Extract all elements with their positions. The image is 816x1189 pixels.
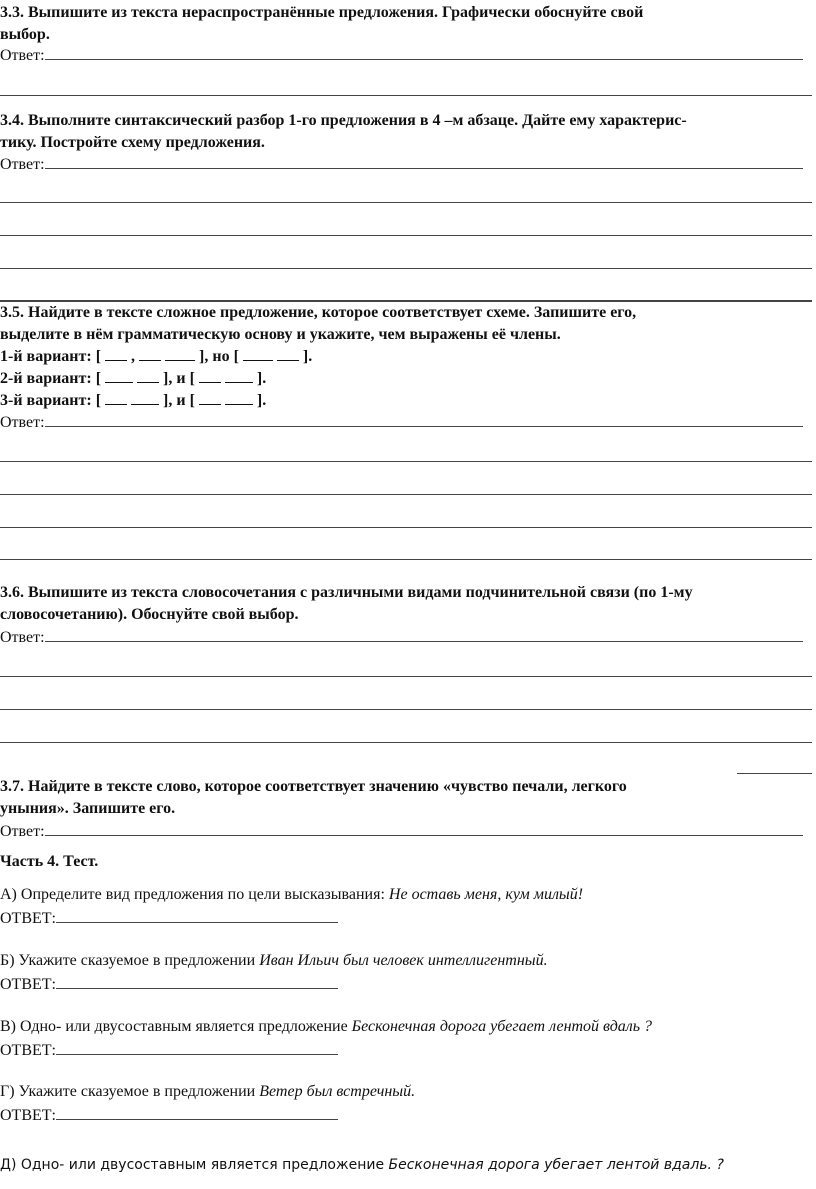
answer-label: Ответ: — [0, 629, 45, 646]
answer-label: ОТВЕТ: — [0, 1107, 56, 1124]
part-4-title: Часть 4. Тест. — [0, 853, 99, 870]
answer-line[interactable] — [45, 819, 803, 836]
answer-line[interactable] — [0, 95, 812, 96]
answer-line[interactable] — [0, 461, 812, 462]
answer-line[interactable] — [0, 202, 812, 203]
section-3-5-title-line2: выделите в нём грамматическую основу и укажите, чем выражены её члены. — [0, 326, 561, 343]
answer-line[interactable] — [0, 742, 812, 743]
answer-label: ОТВЕТ: — [0, 910, 56, 927]
answer-line[interactable] — [45, 43, 803, 60]
answer-line[interactable] — [0, 559, 812, 560]
answer-label: Ответ: — [0, 156, 45, 173]
answer-label: Ответ: — [0, 414, 45, 431]
section-3-3-answer — [0, 43, 803, 67]
answer-line[interactable] — [0, 268, 812, 269]
answer-line[interactable] — [56, 972, 338, 989]
answer-line[interactable] — [0, 494, 812, 495]
answer-line-end — [737, 773, 812, 774]
answer-line[interactable] — [0, 235, 812, 236]
section-3-7-answer — [0, 819, 803, 843]
answer-line[interactable] — [0, 676, 812, 677]
section-3-4-title-line1: 3.4. Выполните синтаксический разбор 1-го предложения в 4 –м абзаце. Дайте ему характерис- — [0, 112, 687, 129]
answer-line[interactable] — [0, 709, 812, 710]
test-answer-b — [0, 972, 338, 996]
answer-label: ОТВЕТ: — [0, 1042, 56, 1059]
scheme-variant-1: 1-й вариант: [ , ], но [ ]. — [0, 348, 313, 365]
test-question-b: Б) Укажите сказуемое в предложении Иван Ильич был человек интеллигентный. — [0, 952, 548, 969]
test-question-d: Г) Укажите сказуемое в предложении Ветер был встречный. — [0, 1083, 416, 1100]
section-3-4-title-line2: тику. Постройте схему предложения. — [0, 134, 265, 151]
answer-line[interactable] — [45, 152, 803, 169]
answer-line[interactable] — [45, 410, 803, 427]
answer-label: ОТВЕТ: — [0, 976, 56, 993]
answer-line[interactable] — [56, 1038, 338, 1055]
section-3-6-title-line2: словосочетанию). Обоснуйте свой выбор. — [0, 606, 299, 623]
section-3-6-title-line1: 3.6. Выпишите из текста словосочетания с различными видами подчинительной связи (по 1-му — [0, 584, 693, 601]
answer-line[interactable] — [56, 906, 338, 923]
section-3-7-title-line2: уныния». Запишите его. — [0, 800, 176, 817]
test-answer-a — [0, 906, 338, 930]
answer-line[interactable] — [56, 1103, 338, 1120]
answer-label: Ответ: — [0, 47, 45, 64]
answer-label: Ответ: — [0, 823, 45, 840]
answer-line[interactable] — [45, 625, 803, 642]
test-question-a: А) Определите вид предложения по цели высказывания: Не оставь меня, кум милый! — [0, 886, 584, 903]
section-3-5-title-line1: 3.5. Найдите в тексте сложное предложение, которое соответствует схеме. Запишите его, — [0, 304, 637, 321]
test-answer-c — [0, 1038, 338, 1062]
section-3-3-title-line1: 3.3. Выпишите из текста нераспространённые предложения. Графически обоснуйте свой — [0, 4, 644, 21]
test-question-c: В) Одно- или двусоставным является предложение Бесконечная дорога убегает лентой вдаль ? — [0, 1018, 653, 1035]
section-3-3-title-line2: выбор. — [0, 26, 50, 43]
section-3-6-answer — [0, 625, 803, 649]
test-question-e: Д) Одно- или двусоставным является предложение Бесконечная дорога убегает лентой вдаль. ? — [0, 1157, 724, 1173]
scheme-variant-2: 2-й вариант: [ ], и [ ]. — [0, 370, 267, 387]
answer-line[interactable] — [0, 527, 812, 528]
section-3-4-answer — [0, 152, 803, 176]
test-answer-d — [0, 1103, 338, 1127]
section-3-7-title-line1: 3.7. Найдите в тексте слово, которое соответствует значению «чувство печали, легкого — [0, 778, 627, 795]
section-3-5-answer — [0, 410, 803, 434]
scheme-variant-3: 3-й вариант: [ ], и [ ]. — [0, 392, 267, 409]
